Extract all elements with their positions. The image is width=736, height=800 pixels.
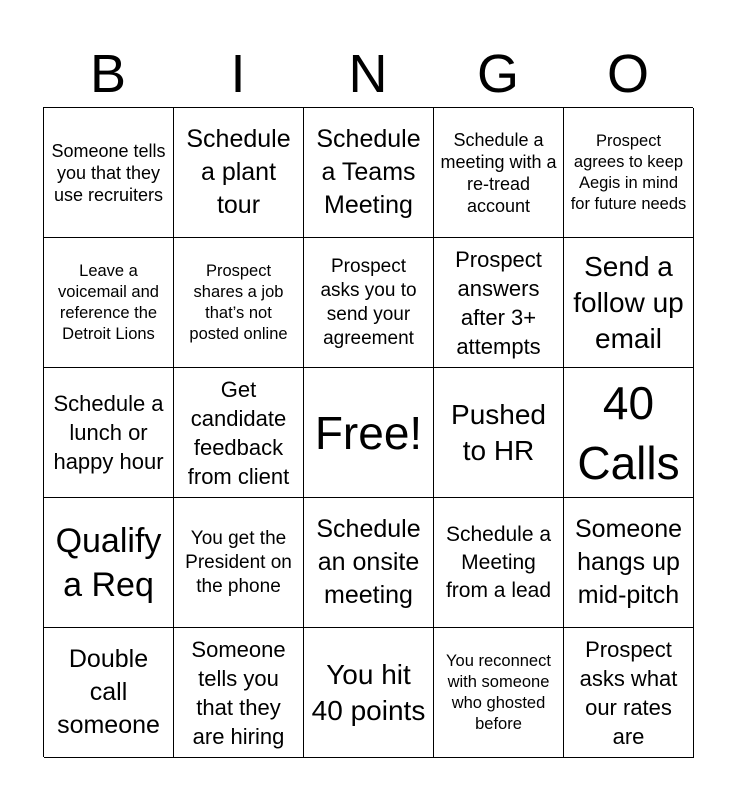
- header-letter-n: N: [348, 44, 388, 104]
- cell-text: Leave a voicemail and reference the Detroit Lions: [58, 261, 159, 343]
- bingo-cell-r2-c4[interactable]: [564, 368, 694, 498]
- bingo-cell-r2-c3[interactable]: [434, 368, 564, 498]
- cell-text: Prospect asks what our rates are: [579, 636, 678, 749]
- cell-text: You hit 40 points: [311, 658, 426, 726]
- bingo-cell-r0-c0[interactable]: [44, 108, 174, 238]
- header-letter-i: I: [230, 44, 246, 104]
- bingo-cell-r1-c2[interactable]: [304, 238, 434, 368]
- bingo-cell-r1-c0[interactable]: [44, 238, 174, 368]
- bingo-cell-r2-c1[interactable]: [174, 368, 304, 498]
- cell-text: Prospect shares a job that’s not posted online: [189, 261, 288, 343]
- cell-text: Schedule a meeting with a re-tread account: [440, 129, 557, 216]
- cell-text: Someone tells you that they are hiring: [191, 636, 286, 749]
- bingo-cell-r1-c3[interactable]: [434, 238, 564, 368]
- header-letter-o: O: [606, 44, 649, 104]
- bingo-cell-r4-c1[interactable]: [174, 628, 304, 758]
- bingo-cell-r3-c2[interactable]: [304, 498, 434, 628]
- cell-text: Schedule a Meeting from a lead: [445, 522, 552, 602]
- cell-text: Prospect asks you to send your agreement: [320, 255, 417, 349]
- cell-text: Send a follow up email: [573, 250, 684, 354]
- bingo-cell-r3-c3[interactable]: [434, 498, 564, 628]
- cell-text: Prospect answers after 3+ attempts: [455, 246, 542, 359]
- cell-text: Someone tells you that they use recruiters: [51, 140, 166, 205]
- cell-text: Free!: [314, 406, 423, 459]
- bingo-cell-r4-c4[interactable]: [564, 628, 694, 758]
- bingo-cell-r2-c0[interactable]: [44, 368, 174, 498]
- bingo-cell-r0-c3[interactable]: [434, 108, 564, 238]
- cell-text: You get the President on the phone: [185, 527, 292, 597]
- bingo-cell-r3-c0[interactable]: [44, 498, 174, 628]
- bingo-cell-r3-c4[interactable]: [564, 498, 694, 628]
- cell-text: Prospect agrees to keep Aegis in mind for future needs: [570, 131, 687, 213]
- bingo-board: [43, 107, 693, 757]
- bingo-header: [43, 40, 693, 108]
- cell-text: Schedule an onsite meeting: [316, 515, 421, 609]
- header-letter-g: G: [476, 44, 519, 104]
- bingo-cell-r4-c3[interactable]: [434, 628, 564, 758]
- cell-text: Someone hangs up mid-pitch: [574, 515, 683, 609]
- bingo-cell-r1-c4[interactable]: [564, 238, 694, 368]
- cell-text: Schedule a Teams Meeting: [316, 125, 421, 219]
- bingo-cell-r3-c1[interactable]: [174, 498, 304, 628]
- bingo-cell-r0-c2[interactable]: [304, 108, 434, 238]
- cell-text: Schedule a plant tour: [186, 125, 291, 219]
- cell-text: Pushed to HR: [451, 398, 546, 466]
- cell-text: Qualify a Req: [55, 521, 162, 604]
- bingo-cell-r0-c4[interactable]: [564, 108, 694, 238]
- cell-text: You reconnect with someone who ghosted before: [446, 651, 551, 733]
- cell-text: Double call someone: [57, 645, 160, 739]
- header-letter-b: B: [89, 44, 127, 104]
- cell-text: Schedule a lunch or happy hour: [53, 391, 164, 474]
- bingo-cell-r1-c1[interactable]: [174, 238, 304, 368]
- bingo-cell-r4-c2[interactable]: [304, 628, 434, 758]
- cell-text: Get candidate feedback from client: [187, 376, 290, 489]
- bingo-cell-r0-c1[interactable]: [174, 108, 304, 238]
- bingo-cell-r4-c0[interactable]: [44, 628, 174, 758]
- cell-text: 40 Calls: [577, 376, 680, 489]
- bingo-cell-free[interactable]: [304, 368, 434, 498]
